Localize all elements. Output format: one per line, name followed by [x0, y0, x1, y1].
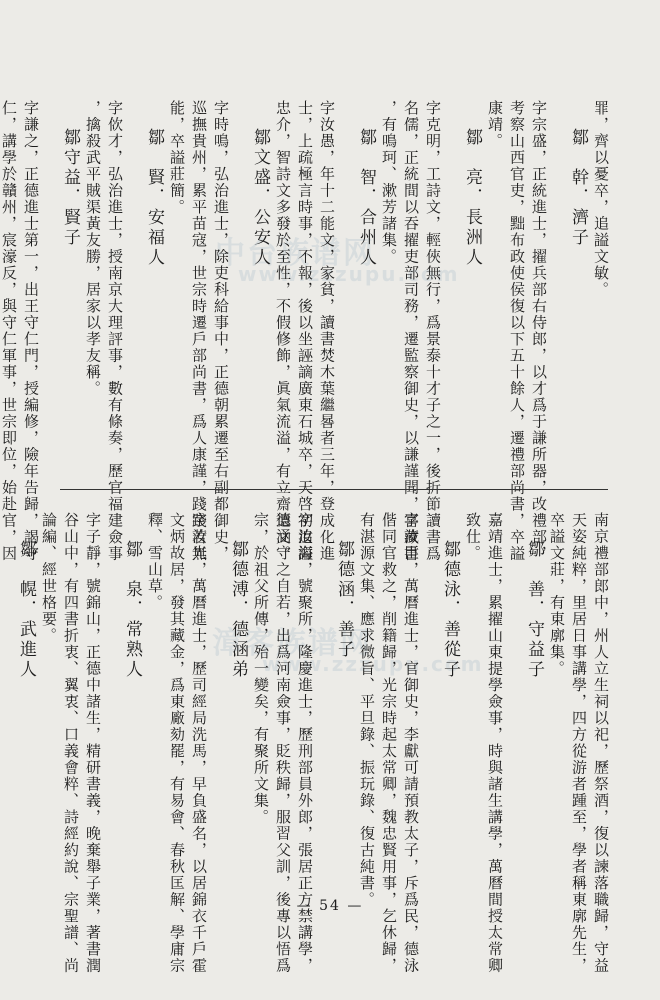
text-column: 名儒，正統間以吞擢吏部司務，遷監察御史，以謙謹聞，喜藏書 [402, 100, 420, 562]
text-column: 字汝光，萬曆進士，歷司經局洗馬，早負盛名，以居錦衣千戶霍 [190, 512, 208, 974]
text-column: 文炳故居，發其藏金，爲東廠劾罷，有易會、春秋匡解、學庸宗 [168, 512, 186, 974]
text-column: 康靖。 [486, 100, 504, 150]
entry-heading: 鄒 善．守益子 [524, 540, 544, 680]
text-column: 字克明，工詩文，輕俠無行，爲景泰十才子之一，後折節讀書爲 [424, 100, 442, 562]
text-column: 釋、雪山草。 [146, 512, 164, 611]
text-column: 卒謚文莊，有東廓集。 [548, 512, 566, 677]
text-column: 天姿純粹，里居日事講學，四方從游者踵至，學者稱東廓先生， [570, 512, 588, 974]
page-number: — 54 — [296, 898, 364, 914]
text-column: 致仕。 [464, 512, 482, 562]
text-column: 忠介，智詩文多發於至性，不假修飾，眞氣流溢，有立齋遺文。 [274, 100, 292, 562]
section-divider [60, 489, 608, 490]
text-column: 仁，講學於贛州，宸濠反，與守仁軍事，世宗即位，始赴官，因 [0, 100, 18, 562]
text-column: 字子靜，號錦山，正德中諸生，精研書義，晚棄舉子業，著書潤 [84, 512, 102, 974]
text-column: 有湛源文集、應求微旨、平旦錄、振玩錄、復古純書。 [358, 512, 376, 908]
entry-heading: 鄒 泉．常熟人 [122, 540, 142, 680]
text-column: 德涵守之自若，出爲河南僉事，貶秩歸，服習父訓，後專以悟爲 [274, 512, 292, 974]
text-column: 嘉靖進士，累擢山東提學僉事，時與諸生講學，萬曆間授太常卿 [486, 512, 504, 974]
text-column: 南京禮部郎中，州人立生祠以祀，歷祭酒，復以諫落職歸，守益 [592, 512, 610, 974]
text-column: 字汝愚，年十二能文，家貧，讀書焚木葉繼晷者三年，登成化進 [318, 100, 336, 562]
text-column: 論編、經世格要。 [40, 512, 58, 644]
text-column: ，有鳴珂、漱芳諸集。 [380, 100, 398, 265]
text-column: 巡撫貴州，累平苗寇，世宗時遷戶部尚書，爲人康謹，踐踐若無 [190, 100, 208, 562]
text-column: 罪，齊以憂卒，追謚文敏。 [592, 100, 610, 298]
text-column: 能，卒謚莊簡。 [168, 100, 186, 216]
entry-heading: 鄒 亮．長洲人 [462, 128, 482, 268]
entry-heading: 鄒德溥．德涵弟 [228, 540, 248, 680]
watermark: www.zzzupu.com [238, 262, 460, 286]
text-column: 字汝臣，萬曆進士，官御史，李獻可請預教太子，斥爲民，德泳 [402, 512, 420, 974]
text-column: 字謙之，正德進士第一，出王守仁門，授編修，險年告歸，謁守 [22, 100, 40, 562]
text-column: 字汝海，號聚所，隆慶進士，歷刑部員外郎，張居正方禁講學， [296, 512, 314, 974]
text-column: 偕同官救之，削籍歸，光宗時起太常卿，魏忠賢用事，乞休歸， [380, 512, 398, 974]
entry-heading: 鄒德泳．善從子 [440, 540, 460, 680]
entry-heading: 鄒守益．賢子 [60, 128, 80, 248]
text-column: 谷山中，有四書折衷、翼衷、口義會粹、詩經約說、宗聖譜、尚 [62, 512, 80, 974]
text-column: 宗，於祖父所傳，殆一變矣，有聚所文集。 [252, 512, 270, 826]
text-column: 字宗盛，正統進士，擢兵部右侍郎，以才爲于謙所器，改禮部， [530, 100, 548, 562]
text-column: 考察山西官吏，黜布政使侯復以下五十餘人，遷禮部尚書，卒謚 [508, 100, 526, 562]
text-column: 字時鳴，弘治進士，除吏科給事中，正德朝累遷至右副都御史， [212, 100, 230, 562]
text-column: 字佽才，弘治進士，授南京大理評事，數有條奏，歷官福建僉事 [106, 100, 124, 562]
entry-heading: 鄒 賢．安福人 [144, 128, 164, 268]
entry-heading: 鄒 幌．武進人 [16, 540, 36, 680]
watermark: 漳客族谱网 [212, 626, 372, 661]
entry-heading: 鄒 幹．濟子 [568, 128, 588, 248]
entry-heading: 鄒德涵．善子 [334, 540, 354, 660]
text-column: ，擒殺武平賊渠黃友勝，居家以孝友稱。 [84, 100, 102, 397]
lower-text-block [0, 512, 610, 974]
text-column: 士，上疏極言時事，不報，後以坐誣謫廣東石城卒，天啓初追謚 [296, 100, 314, 562]
watermark: www.zzzupu.com [262, 652, 484, 676]
entry-heading: 鄒 智．合州人 [356, 128, 376, 268]
entry-heading: 鄒文盛．公安人 [250, 128, 270, 268]
watermark: 中台族谱网 [215, 236, 375, 271]
